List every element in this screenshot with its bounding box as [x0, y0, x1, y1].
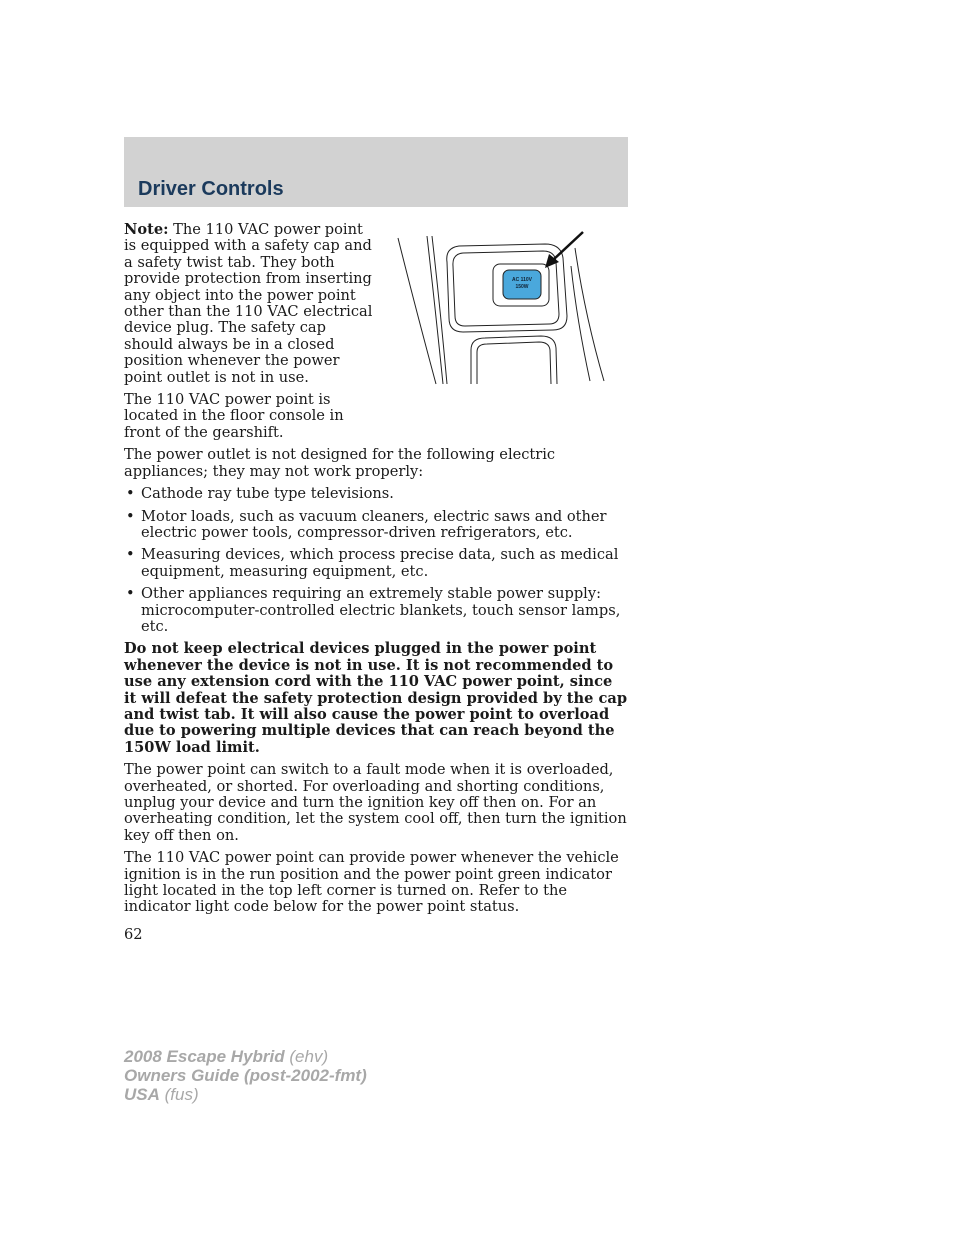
page-content	[124, 222, 628, 922]
footer-line-1: 2008 Escape Hybrid (ehv)	[124, 1047, 329, 1066]
page-number: 62	[124, 926, 143, 943]
indicator-paragraph: The 110 VAC power point can provide power whenever the vehicle ignition is in the run position and the power point green indicator light located in the top left corner is turned on. Refer to the indicator light code below for the power point status.	[124, 849, 619, 916]
warning-paragraph: Do not keep electrical devices plugged in the power point whenever the device is not in use. It is not recommended to use any extension cord with the 110 VAC power point, since it will defeat the safety protection design provided by the cap and twist tab. It will also cause the power point to overload due to powering multiple devices that can reach beyond the 150W load limit.	[124, 640, 628, 756]
footer	[124, 1047, 367, 1104]
outlet-label-line1: AC 110V	[511, 277, 533, 283]
section-header-band	[124, 137, 628, 207]
note-label: Note:	[124, 221, 169, 238]
list-item: • Measuring devices, which process precise data, such as medical equipment, measuring equipment, etc.	[126, 546, 619, 580]
bullet-icon: •	[126, 585, 135, 603]
section-title: Driver Controls	[138, 178, 284, 200]
list-item: • Motor loads, such as vacuum cleaners, electric saws and other electric power tools, compressor-driven refrigerators, etc.	[126, 507, 607, 541]
note-text: The 110 VAC power point is equipped with a safety cap and a safety twist tab. They both provide protection from inserting any object into the power point other than the 110 VAC electrical device plug. The safety cap should always be in a closed position whenever the power point outlet is not in use.	[124, 221, 373, 386]
list-item: • Other appliances requiring an extremely stable power supply: microcomputer-controlled electric blankets, touch sensor lamps, etc.	[126, 585, 621, 635]
appliance-list	[124, 486, 628, 635]
list-item: • Cathode ray tube type televisions.	[126, 485, 394, 503]
note-paragraph	[124, 222, 374, 386]
bullet-icon: •	[126, 546, 135, 564]
footer-line-3: USA (fus)	[124, 1085, 199, 1104]
bullet-icon: •	[126, 507, 135, 525]
footer-line-2: Owners Guide (post-2002-fmt)	[124, 1066, 367, 1085]
location-paragraph: The 110 VAC power point is located in the floor console in front of the gearshift.	[124, 391, 344, 441]
fault-mode-paragraph: The power point can switch to a fault mode when it is overloaded, overheated, or shorted. For overloading and shorting conditions, unplug your device and turn the ignition key off then on. For an overheating condition, let the system cool off, then turn the ignition key off then on.	[124, 761, 627, 844]
outlet-label-line2: 150W	[515, 284, 529, 290]
bullet-icon: •	[126, 485, 135, 503]
appliances-intro: The power outlet is not designed for the following electric appliances; they may not work properly:	[124, 446, 556, 480]
